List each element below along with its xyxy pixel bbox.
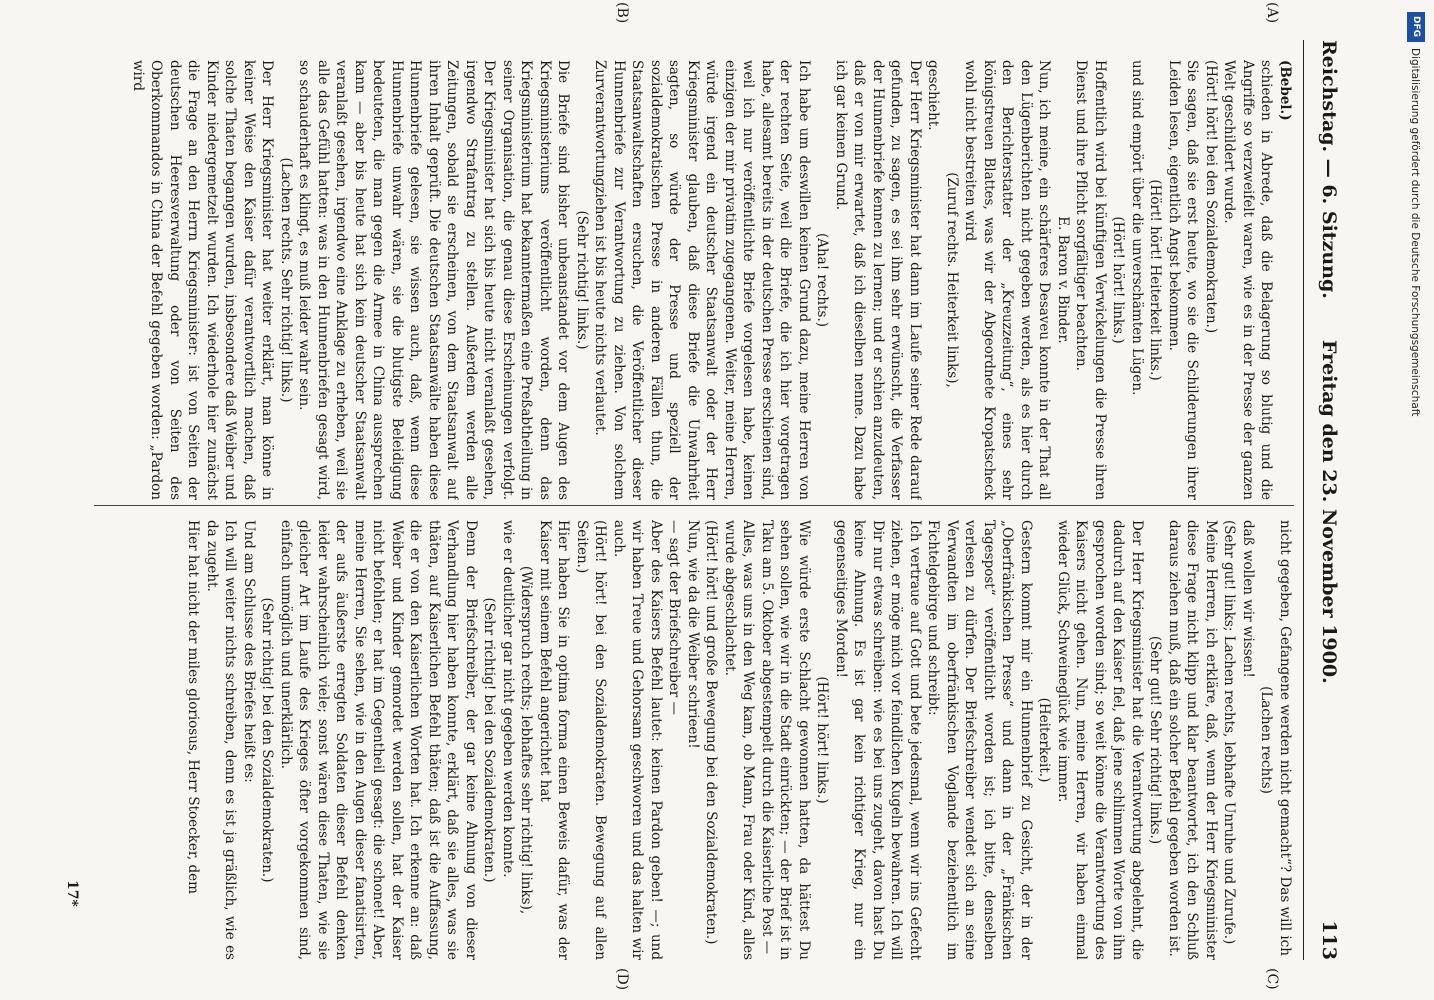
paragraph: Denn der Briefschreiber, der gar keine Ahnung von dieser Verhandlung hier haben konnte, erklärt, daß sie alles, was sie thäten, auf Kaiserlichen Befehl thäten; daß ist die Auffassung, die er von den Kaiserlichen Worten hat. Ich erkenne an: daß Weiber und Kinder gemordet werden sollen, hat der Kaiser nicht befohlen; er hat im Gegentheil gesagt: die schonet! Aber, meine Herren, Sie sehen, wie in den Augen dieser fanatisirten, der aufs äußerste erregten Soldaten dieser Befehl denken leider wahrscheinlich viele; sonst wären diese Thaten, wie sie gleicher Art im Laufe des Krieges öfter vorgekommen sind, einfach unmöglich und unerklärlich. [278, 520, 479, 960]
paragraph: Hier haben Sie in optima forma einen Beweis dafür, was der Kaiser mit seinem Befehl angerichtet hat [537, 520, 572, 960]
header-rule [1303, 40, 1304, 960]
sheet-signature: 17* [64, 880, 80, 907]
paragraph: Der Herr Kriegsminister hat die Verantwortung abgelehnt, die dadurch auf den Kaiser fiel, daß jene schlimmen Worte von ihm gesprochen worden sind; so weit könne die Verantwortung des Kaisers nicht gehen. Nun, meine Herren, wir haben einmal wieder Glück, Schweineglück wie immer. [1055, 520, 1145, 960]
header-session: Reichstag. — 6. Sitzung. [1318, 40, 1340, 299]
paragraph: Der Herr Kriegsminister hat weiter erklärt, man könne in keiner Weise den Kaiser dafür verantwortlich machen, daß solche Thaten begangen wurden, insbesondere daß Weiber und Kinder niedergemetzelt wurden. Ich wiederhole hier zunächst die Frage an den Herrn Kriegsminister: ist von Seiten der deutschen Heeresverwaltung oder von Seiten des Oberkommandos in China der Befehl gegeben worden: „Pardon wird [130, 60, 276, 500]
digitization-stamp [1405, 8, 1429, 992]
text-column-right [84, 520, 1294, 960]
paragraph: Hier hat nicht der miles gloriosus, Herr Stoecker, dem [185, 520, 202, 894]
paragraph: (Sehr gut! Sehr richtig! links.) [1147, 635, 1164, 845]
paragraph: (Bebel.) [1277, 60, 1293, 121]
paragraph: E. Baron v. Binder. [1055, 216, 1071, 344]
paragraph: Der Herr Kriegsminister hat dann im Laufe seiner Rede darauf gefunden, zu sagen, es sei ihm sehr erwünscht, die Verfasser der Hunnenbriefe kennen zu lernen; und er schien anzudeuten, daß er von mir erwartet, daß ich dieselben nenne. Dazu habe ich gar keinen Grund. [833, 60, 923, 500]
paragraph: (Sehr richtig! bei den Sozialdemokraten.) [259, 597, 276, 883]
paragraph: (Heiterkeit.) [1036, 697, 1053, 783]
paragraph: (Lachen rechts) [1258, 686, 1275, 794]
paragraph: daß wollen wir wissen! [1240, 520, 1256, 678]
paragraph: (Aha! rechts.) [814, 232, 831, 328]
paragraph: Und am Schlusse des Briefes heißt es: [241, 520, 257, 783]
paragraph: Meine Herren, ich erkläre, daß, wenn der Herr Kriegsminister diese Frage nicht klipp und klar beantwortet, ich den Schluß daraus ziehen muß, daß ein solcher Befehl gegeben worden ist. [1166, 520, 1219, 960]
paragraph: (Widerspruch rechts; lebhaftes sehr richtig! links), [518, 565, 535, 915]
page-header [1306, 40, 1346, 960]
paragraph: (Hört! hört! Heiterkeit links.) [1147, 179, 1164, 381]
margin-mark-b: (B) [614, 2, 630, 24]
paragraph: Ich will weiter nichts schreiben, denn es ist ja gräßlich, wie es da zugeht. [204, 520, 239, 960]
margin-mark-c: (C) [1264, 968, 1280, 990]
paragraph: wie er deutlicher gar nicht gegeben werden konnte. [500, 520, 516, 878]
paragraph: Alles, was uns in den Weg kam, ob Mann, Frau oder Kind, alles wurde abgeschlachtet. [722, 520, 757, 960]
paragraph: Hoffentlich wird bei künftigen Verwickelungen die Presse ihren Dienst und ihre Pflicht sorgfältiger beachten. [1073, 60, 1108, 500]
paragraph: (Hört! hört! und große Bewegung bei den Sozialdemokraten.) [703, 520, 720, 945]
paragraph: schieden in Abrede, daß die Belagerung so blutig und die Angriffe so verzweifelt waren, wie es in der Presse der ganzen Welt geschildert wurde. [1221, 60, 1275, 500]
paragraph: Aber des Kaisers Befehl lautet: keinen Pardon geben! —; und wir haben Treue und Gehorsam geschworen und das halten wir auch. [611, 520, 664, 960]
paragraph: (Hört! hört! links.) [1110, 216, 1127, 344]
paragraph: Nun, ich meine, ein schärferes Desaveu konnte in der That all den Lügenberichten nicht gegeben werden, als es hier durch den Berichterstatter der „Kreuzzeitung“, eines sehr königstreuen Blattes, was wir der Abgeordnete Kropatscheck wohl nicht bestreiten wird [962, 60, 1053, 500]
digitization-credit: Digitalisierung gefördert durch die Deutsche Forschungsgemeinschaft [1409, 48, 1421, 417]
paragraph: (Zuruf rechts. Heiterkeit links), [944, 172, 960, 388]
paragraph: Wie würde erste Schlacht gewonnen hatten, da hättest Du sehen sollen, wie wir in die Stadt einrückten; — der Brief ist in Taku am 5. Oktober abgestempelt durch die Kaiserliche Post — [759, 520, 812, 960]
paragraph: geschieht. [925, 60, 942, 131]
dfg-logo: DFG [1407, 12, 1425, 42]
rotated-page [60, 0, 1360, 1000]
header-date: Freitag den 23. November 1900. [1318, 340, 1340, 684]
paragraph: Sie sagen, daß sie erst heute, wo sie die Schilderungen ihrer Leiden lesen, eigentlich Angst bekommen. [1166, 60, 1201, 500]
paragraph: (Lachen rechts. Sehr richtig! links.) [278, 157, 294, 403]
paragraph: Ich vertraue auf Gott und bete jedesmal, wenn wir ins Gefecht ziehen, er möge mich vor feindlichen Kugeln bewahren. Ich will Dir nur etwas schreiben: wie es bei uns zugeht, davon hast Du keine Ahnung. Es ist gar kein richtiger Krieg, nur ein gegenseitiges Morden! [833, 520, 923, 960]
paragraph: (Hört! hört! links.) [814, 676, 831, 804]
paragraph: Die Briefe sind bisher unbeanstandet vor dem Augen des Kriegsministeriums veröffentlicht worden, denn das Kriegsministerium hat bekanntermaßen eine Preßabtheilung in seiner Organisation, die genau diese Erscheinungen verfolgt. Der Kriegsminister hat sich bis heute nicht veranlaßt gesehen, irgendwo Strafantrag zu stellen. Außerdem werden alle Zeitungen, sobald sie erscheinen, von dem Staatsanwalt auf ihren Inhalt geprüft. Die deutschen Staatsanwälte haben diese Hunnenbriefe gelesen, sie wissen auch, daß, wenn diese Hunnenbriefe unwahr wären, sie die blutigste Beleidigung bedeuteten, die man gegen die Armee in China aussprechen kann — aber bis heute hat sich kein deutscher Staatsanwalt veranlaßt gesehen, irgendwo eine Anklage zu erheben, weil sie alle das Gefühl hatten: was in den Hunnenbriefen gesagt wird, so schauderhaft es klingt, es muß leider wahr sein. [296, 60, 572, 500]
paragraph: — sagt der Briefschreiber — [666, 520, 683, 715]
page-number: 113 [1318, 920, 1340, 960]
paragraph: (Sehr richtig! bei den Sozialdemokraten.) [481, 597, 498, 883]
column-divider [94, 505, 1294, 506]
margin-mark-a: (A) [1264, 2, 1280, 24]
paragraph: und sind empört über die unverschämten Lügen. [1129, 60, 1145, 396]
margin-mark-d: (D) [614, 968, 630, 991]
paragraph: Gestern kommt mir ein Hunnenbrief zu Gesicht, der in der „Oberfränkischen Presse“ und dann in der „Fränkischen Tagespost“ veröffentlicht worden ist; ich bitte, denselben verlesen zu dürfen. Der Briefschreiber wendet sich an seine Verwandten im oberfränkischen Voglande beziehentlich im Fichtelgebirge und schreibt: [925, 520, 1034, 960]
text-column-left [84, 60, 1294, 500]
paragraph: (Sehr gut! links; Lachen rechts, lebhafte Unruhe und Zurufe.) [1221, 520, 1238, 945]
paragraph: (Hört! hört! bei den Sozialdemokraten.) [1203, 60, 1219, 334]
paragraph: (Hört! hört! bei den Sozialdemokraten. Bewegung auf allen Seiten.) [574, 520, 609, 960]
paragraph: Nun, wie da die Weiber schrieen! [685, 520, 701, 749]
paragraph: nicht gegeben, Gefangene werden nicht gemacht“? Das will ich [1277, 520, 1293, 956]
paragraph: Ich habe um deswillen keinen Grund dazu, meine Herren von der rechten Seite, weil die Briefe, die ich hier vorgetragen habe, allesamt bereits in der deutschen Presse erschienen sind, weil ich nur veröffentlichte Briefe vorgelesen habe, keinen einzigen der mir privatim zugegangenen. Weiter, meine Herren, würde irgend ein deutscher Staatsanwalt oder der Herr Kriegsminister glauben, daß diese Briefe die Unwahrheit sagten, so würde der Presse und speziell der sozialdemokratischen Presse in anderen Fällen thun, die Staatsanwaltschaften ersuchen, die Veröffentlicher dieser Hunnenbriefe zur Verantwortung zu ziehen. Von solchem Zurverantwortungziehen ist bis heute nichts verlautet. [592, 60, 812, 500]
paragraph: (Sehr richtig! links.) [574, 210, 590, 350]
